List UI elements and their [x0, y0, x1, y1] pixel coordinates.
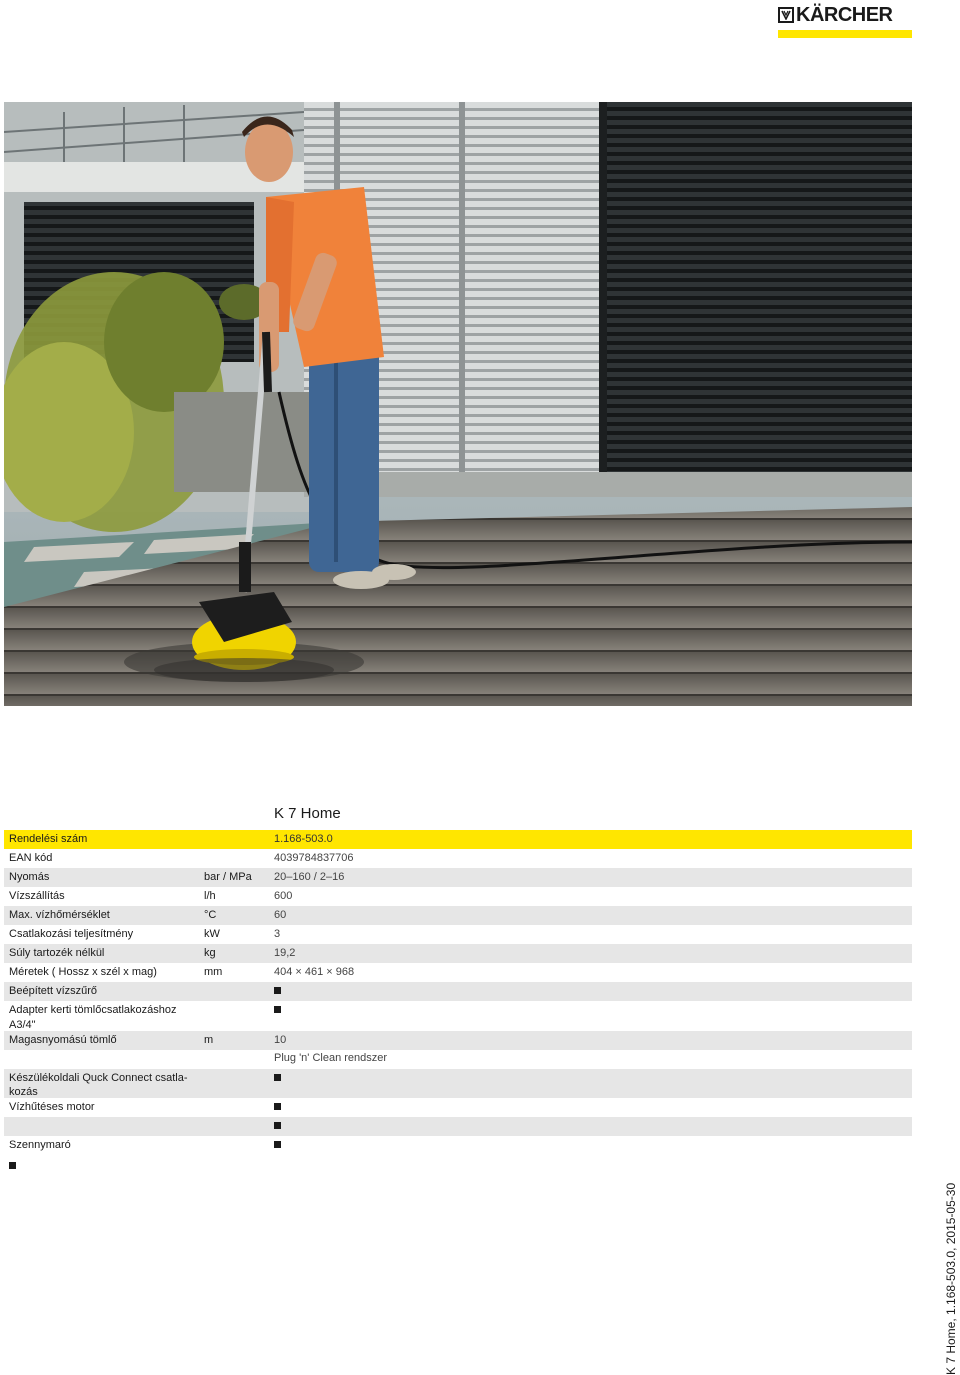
spec-value: 3	[274, 928, 281, 940]
spec-label: Csatlakozási teljesítmény	[9, 928, 134, 940]
spec-value: 404 × 461 × 968	[274, 966, 355, 978]
side-footer-text: K 7 Home, 1.168-503.0, 2015-05-30	[944, 1182, 958, 1375]
spec-value: 1.168-503.0	[274, 833, 333, 845]
spec-unit: kW	[204, 928, 220, 940]
spec-label: A3/4"	[9, 1019, 36, 1031]
spec-row-high-pressure-hose	[4, 1031, 912, 1050]
spec-label: Adapter kerti tömlőcsatlakozáshoz	[9, 1004, 177, 1016]
spec-row-empty	[4, 1117, 912, 1136]
spec-value: Plug 'n' Clean rendszer	[274, 1052, 388, 1064]
spec-unit: m	[204, 1034, 214, 1046]
spec-value: 600	[274, 890, 293, 902]
spec-row-weight	[4, 944, 912, 963]
karcher-logo-icon	[778, 7, 794, 23]
spec-label: Súly tartozék nélkül	[9, 947, 105, 959]
spec-row-dimensions	[4, 963, 912, 982]
spec-unit: bar / MPa	[204, 871, 252, 883]
feature-check-icon	[274, 985, 281, 998]
logo-yellow-bar	[778, 30, 912, 38]
spec-unit: mm	[204, 966, 223, 978]
spec-row-power	[4, 925, 912, 944]
spec-value: 4039784837706	[274, 852, 354, 864]
spec-label: Rendelési szám	[9, 833, 88, 845]
karcher-logo	[778, 4, 912, 36]
spec-value: 19,2	[274, 947, 296, 959]
spec-value: 10	[274, 1034, 287, 1046]
spec-value: 20–160 / 2–16	[274, 871, 345, 883]
brand-name: KÄRCHER	[796, 4, 893, 26]
spec-value: 60	[274, 909, 287, 921]
spec-unit: l/h	[204, 890, 216, 902]
feature-check-icon	[274, 1072, 281, 1085]
product-title: K 7 Home	[274, 805, 341, 822]
spec-unit: kg	[204, 947, 216, 959]
spec-row-dirt-blaster	[4, 1136, 912, 1155]
spec-row-ean	[4, 849, 912, 868]
feature-check-icon	[274, 1120, 281, 1133]
feature-check-icon	[274, 1004, 281, 1017]
spec-row-pressure	[4, 868, 912, 887]
spec-label: Magasnyomású tömlő	[9, 1034, 117, 1046]
spec-unit: °C	[204, 909, 217, 921]
spec-row-water-filter	[4, 982, 912, 1001]
spec-label: kozás	[9, 1086, 38, 1098]
spec-row-garden-adapter	[4, 1001, 912, 1020]
spec-label: Szennymaró	[9, 1139, 71, 1151]
spec-label: Nyomás	[9, 871, 50, 883]
spec-row-water-cooled-motor	[4, 1098, 912, 1117]
spec-row-max-temperature	[4, 906, 912, 925]
product-photo	[4, 102, 912, 706]
spec-label: Készülékoldali Quck Connect csatla-	[9, 1072, 188, 1084]
spec-label: Max. vízhőmérséklet	[9, 909, 110, 921]
feature-check-icon	[9, 1160, 16, 1173]
spec-label: EAN kód	[9, 852, 53, 864]
spec-row-quick-connect	[4, 1069, 912, 1098]
spec-label: Méretek ( Hossz x szél x mag)	[9, 966, 157, 978]
spec-label: Beépített vízszűrő	[9, 985, 98, 997]
spec-label: Vízhűtéses motor	[9, 1101, 95, 1113]
spec-label: Vízszállítás	[9, 890, 65, 902]
spec-row-flow-rate	[4, 887, 912, 906]
feature-check-icon	[274, 1101, 281, 1114]
feature-check-icon	[274, 1139, 281, 1152]
spec-row-order-number	[4, 830, 912, 849]
